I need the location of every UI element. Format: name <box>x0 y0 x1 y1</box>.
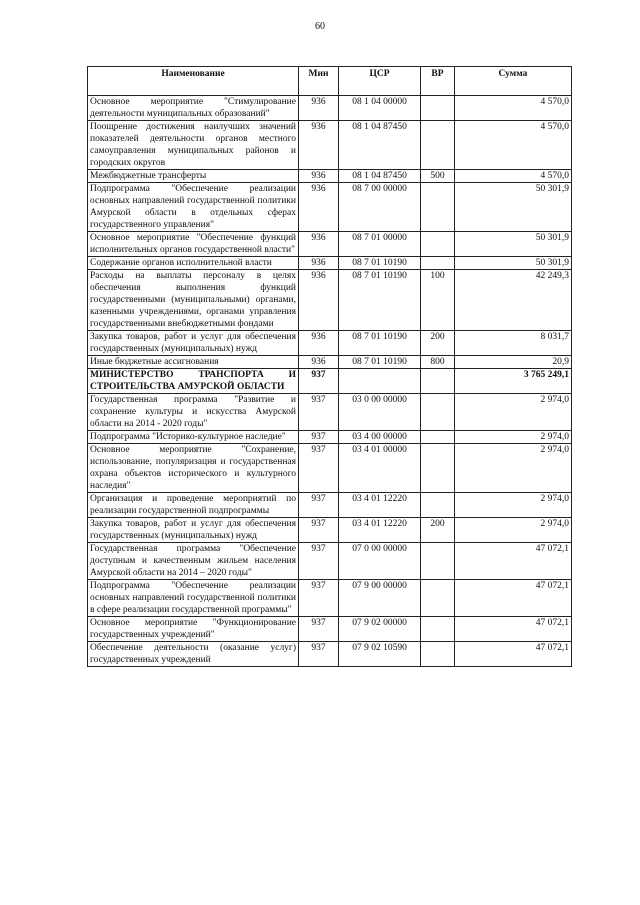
row-min: 936 <box>299 96 339 121</box>
row-csr: 07 9 00 00000 <box>339 580 421 617</box>
row-vr: 200 <box>421 518 455 543</box>
row-vr <box>421 642 455 667</box>
table-row <box>88 170 572 183</box>
row-name: Основное мероприятие "Функционирование государственных учреждений" <box>88 617 299 642</box>
row-vr <box>421 543 455 580</box>
row-sum: 50 301,9 <box>455 257 572 270</box>
row-min: 936 <box>299 270 339 331</box>
row-sum: 2 974,0 <box>455 431 572 444</box>
row-name: Межбюджетные трансферты <box>88 170 299 183</box>
table-row <box>88 580 572 617</box>
header-csr: ЦСР <box>339 67 421 96</box>
row-csr: 08 1 04 87450 <box>339 170 421 183</box>
row-vr: 100 <box>421 270 455 331</box>
table-row <box>88 270 572 331</box>
row-name: Обеспечение деятельности (оказание услуг) государственных учреждений <box>88 642 299 667</box>
row-min: 937 <box>299 617 339 642</box>
row-sum: 2 974,0 <box>455 394 572 431</box>
header-min: Мин <box>299 67 339 96</box>
row-sum: 47 072,1 <box>455 642 572 667</box>
table-row <box>88 617 572 642</box>
row-name: Содержание органов исполнительной власти <box>88 257 299 270</box>
row-sum: 42 249,3 <box>455 270 572 331</box>
row-csr: 03 4 00 00000 <box>339 431 421 444</box>
row-sum: 20,9 <box>455 356 572 369</box>
row-name: Поощрение достижения наилучших значений показателей деятельности органов местного самоуправления муниципальных районов и городских округов <box>88 121 299 170</box>
row-vr <box>421 257 455 270</box>
row-vr <box>421 617 455 642</box>
table-header-row <box>88 67 572 96</box>
header-vr: ВР <box>421 67 455 96</box>
table-row <box>88 183 572 232</box>
row-vr <box>421 369 455 394</box>
row-vr <box>421 493 455 518</box>
row-name: Государственная программа "Развитие и сохранение культуры и искусства Амурской области на 2014 - 2020 годы" <box>88 394 299 431</box>
row-csr: 07 9 02 00000 <box>339 617 421 642</box>
row-name: Закупка товаров, работ и услуг для обеспечения государственных (муниципальных) нужд <box>88 331 299 356</box>
row-vr: 200 <box>421 331 455 356</box>
row-min: 936 <box>299 170 339 183</box>
row-min: 937 <box>299 543 339 580</box>
row-sum: 8 031,7 <box>455 331 572 356</box>
row-name: Подпрограмма "Обеспечение реализации основных направлений государственной политики Амурской области в отдельных сферах государственного управления" <box>88 183 299 232</box>
row-sum: 3 765 249,1 <box>455 369 572 394</box>
table-row <box>88 356 572 369</box>
row-min: 937 <box>299 580 339 617</box>
row-csr: 08 7 01 10190 <box>339 356 421 369</box>
table-row <box>88 543 572 580</box>
row-name: Основное мероприятие "Сохранение, использование, популяризация и государственная охрана объектов исторического и культурного наследия" <box>88 444 299 493</box>
row-name: Расходы на выплаты персоналу в целях обеспечения выполнения функций государственными (муниципальными) органами, казенными учреждениями, органами управления государственными внебюджетными фондами <box>88 270 299 331</box>
row-name: Основное мероприятие "Обеспечение функций исполнительных органов государственной власти" <box>88 232 299 257</box>
row-csr: 07 9 02 10590 <box>339 642 421 667</box>
table-row <box>88 444 572 493</box>
row-csr: 08 7 00 00000 <box>339 183 421 232</box>
row-min: 937 <box>299 444 339 493</box>
row-min: 937 <box>299 369 339 394</box>
row-csr: 03 4 01 12220 <box>339 518 421 543</box>
row-min: 937 <box>299 431 339 444</box>
row-csr: 08 1 04 00000 <box>339 96 421 121</box>
row-sum: 50 301,9 <box>455 183 572 232</box>
row-sum: 4 570,0 <box>455 96 572 121</box>
table-row <box>88 431 572 444</box>
page-number: 60 <box>315 21 325 32</box>
row-min: 936 <box>299 183 339 232</box>
row-min: 937 <box>299 518 339 543</box>
row-csr: 08 7 01 10190 <box>339 257 421 270</box>
header-name: Наименование <box>88 67 299 96</box>
row-vr <box>421 183 455 232</box>
row-csr: 08 7 01 10190 <box>339 270 421 331</box>
row-vr: 800 <box>421 356 455 369</box>
table-row <box>88 121 572 170</box>
row-csr: 03 0 00 00000 <box>339 394 421 431</box>
row-vr <box>421 232 455 257</box>
row-name: Государственная программа "Обеспечение доступным и качественным жильем населения Амурской области на 2014 – 2020 годы" <box>88 543 299 580</box>
row-csr <box>339 369 421 394</box>
table-row <box>88 257 572 270</box>
row-sum: 47 072,1 <box>455 617 572 642</box>
table-row <box>88 96 572 121</box>
row-name: Иные бюджетные ассигнования <box>88 356 299 369</box>
row-min: 937 <box>299 642 339 667</box>
table-row <box>88 493 572 518</box>
row-name: Подпрограмма "Обеспечение реализации основных направлений государственной политики в сфере реализации государственной программы" <box>88 580 299 617</box>
row-min: 936 <box>299 257 339 270</box>
row-sum: 50 301,9 <box>455 232 572 257</box>
row-vr <box>421 394 455 431</box>
header-sum: Сумма <box>455 67 572 96</box>
row-vr <box>421 580 455 617</box>
table-row <box>88 331 572 356</box>
row-sum: 2 974,0 <box>455 444 572 493</box>
row-min: 936 <box>299 121 339 170</box>
row-name: МИНИСТЕРСТВО ТРАНСПОРТА И СТРОИТЕЛЬСТВА АМУРСКОЙ ОБЛАСТИ <box>88 369 299 394</box>
row-vr <box>421 431 455 444</box>
row-name: Основное мероприятие "Стимулирование деятельности муниципальных образований" <box>88 96 299 121</box>
row-vr: 500 <box>421 170 455 183</box>
row-sum: 2 974,0 <box>455 493 572 518</box>
row-min: 936 <box>299 356 339 369</box>
table-row-ministry <box>88 369 572 394</box>
row-min: 937 <box>299 493 339 518</box>
row-csr: 08 7 01 00000 <box>339 232 421 257</box>
table-row <box>88 394 572 431</box>
row-sum: 47 072,1 <box>455 543 572 580</box>
row-vr <box>421 444 455 493</box>
row-sum: 47 072,1 <box>455 580 572 617</box>
row-name: Подпрограмма "Историко-культурное наследие" <box>88 431 299 444</box>
row-csr: 08 1 04 87450 <box>339 121 421 170</box>
row-sum: 4 570,0 <box>455 121 572 170</box>
row-csr: 07 0 00 00000 <box>339 543 421 580</box>
row-csr: 03 4 01 12220 <box>339 493 421 518</box>
row-csr: 08 7 01 10190 <box>339 331 421 356</box>
row-sum: 4 570,0 <box>455 170 572 183</box>
row-min: 937 <box>299 394 339 431</box>
budget-table <box>87 66 572 667</box>
row-csr: 03 4 01 00000 <box>339 444 421 493</box>
row-min: 936 <box>299 232 339 257</box>
row-vr <box>421 121 455 170</box>
table-row <box>88 642 572 667</box>
row-name: Организация и проведение мероприятий по реализации государственной подпрограммы <box>88 493 299 518</box>
table-row <box>88 518 572 543</box>
row-vr <box>421 96 455 121</box>
table-row <box>88 232 572 257</box>
row-sum: 2 974,0 <box>455 518 572 543</box>
table-body <box>88 96 572 667</box>
row-name: Закупка товаров, работ и услуг для обеспечения государственных (муниципальных) нужд <box>88 518 299 543</box>
row-min: 936 <box>299 331 339 356</box>
